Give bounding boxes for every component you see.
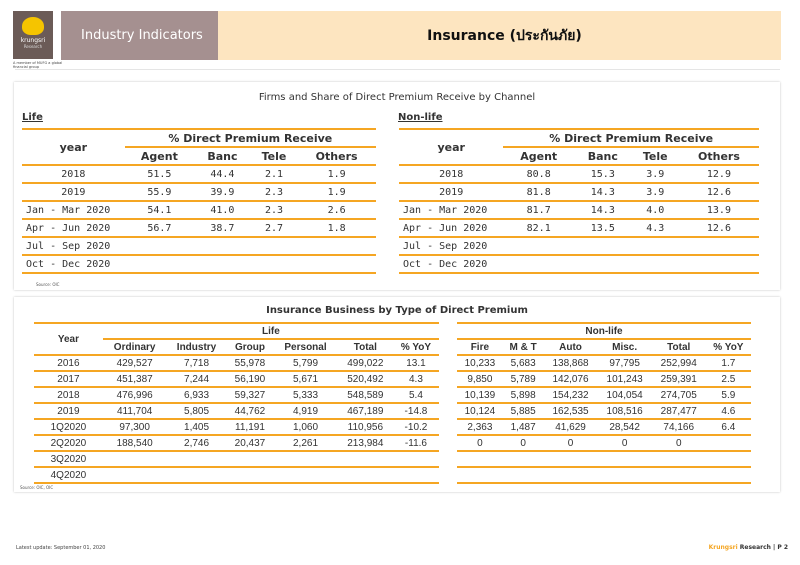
value-cell: 20,437 bbox=[227, 435, 274, 451]
value-cell: 1,060 bbox=[273, 419, 337, 435]
value-cell bbox=[503, 451, 544, 467]
value-cell bbox=[297, 255, 376, 273]
value-cell: 13.9 bbox=[679, 201, 759, 219]
value-cell: 520,492 bbox=[338, 371, 393, 387]
value-cell: 108,516 bbox=[598, 403, 652, 419]
value-cell: 5,333 bbox=[273, 387, 337, 403]
value-cell: 4.3 bbox=[393, 371, 439, 387]
value-cell: -11.6 bbox=[393, 435, 439, 451]
value-cell: 15.3 bbox=[574, 165, 632, 183]
column-header: Agent bbox=[503, 147, 574, 165]
value-cell: 55.9 bbox=[125, 183, 194, 201]
value-cell bbox=[503, 255, 574, 273]
value-cell: 287,477 bbox=[652, 403, 706, 419]
column-header: Group bbox=[227, 339, 274, 355]
value-cell bbox=[273, 467, 337, 483]
value-cell: -10.2 bbox=[393, 419, 439, 435]
value-cell: 13.5 bbox=[574, 219, 632, 237]
value-cell: 5.4 bbox=[393, 387, 439, 403]
value-cell bbox=[393, 467, 439, 483]
column-header: Total bbox=[652, 339, 706, 355]
column-header: Auto bbox=[543, 339, 597, 355]
header-row bbox=[399, 129, 759, 147]
year-cell: 4Q2020 bbox=[34, 467, 103, 483]
life-channel-table bbox=[22, 128, 376, 274]
year-header: year bbox=[22, 129, 125, 165]
value-cell: 142,076 bbox=[543, 371, 597, 387]
value-cell: 548,589 bbox=[338, 387, 393, 403]
life-group-header: Life bbox=[103, 323, 439, 339]
value-cell: 10,233 bbox=[457, 355, 503, 371]
value-cell: 6,933 bbox=[166, 387, 226, 403]
table-row bbox=[34, 371, 439, 387]
value-cell bbox=[125, 237, 194, 255]
value-cell: 467,189 bbox=[338, 403, 393, 419]
table-row bbox=[457, 435, 751, 451]
value-cell bbox=[166, 467, 226, 483]
value-cell: 82.1 bbox=[503, 219, 574, 237]
value-cell bbox=[574, 255, 632, 273]
logo-name: krungsri bbox=[20, 37, 46, 44]
year-cell: 2018 bbox=[22, 165, 125, 183]
table-row bbox=[399, 201, 759, 219]
table-row bbox=[22, 219, 376, 237]
value-cell: 41.0 bbox=[194, 201, 251, 219]
column-header: Total bbox=[338, 339, 393, 355]
column-header: Others bbox=[679, 147, 759, 165]
value-cell: 44,762 bbox=[227, 403, 274, 419]
value-cell: 54.1 bbox=[125, 201, 194, 219]
value-cell: 259,391 bbox=[652, 371, 706, 387]
value-cell: 28,542 bbox=[598, 419, 652, 435]
value-cell: 154,232 bbox=[543, 387, 597, 403]
value-cell: 5,805 bbox=[166, 403, 226, 419]
value-cell: 44.4 bbox=[194, 165, 251, 183]
value-cell: 476,996 bbox=[103, 387, 167, 403]
value-cell: 451,387 bbox=[103, 371, 167, 387]
life-label: Life bbox=[22, 112, 43, 123]
header-row bbox=[457, 323, 751, 339]
value-cell: 0 bbox=[598, 435, 652, 451]
value-cell: 252,994 bbox=[652, 355, 706, 371]
nonlife-group-header: Non-life bbox=[457, 323, 751, 339]
value-cell: 2.7 bbox=[251, 219, 297, 237]
value-cell: 188,540 bbox=[103, 435, 167, 451]
brand-rest: Research bbox=[737, 544, 771, 551]
brand-name: Krungsri bbox=[708, 544, 738, 551]
value-cell: 6.4 bbox=[706, 419, 751, 435]
value-cell: 38.7 bbox=[194, 219, 251, 237]
value-cell: 4.6 bbox=[706, 403, 751, 419]
value-cell bbox=[103, 451, 167, 467]
value-cell: 80.8 bbox=[503, 165, 574, 183]
value-cell: 0 bbox=[543, 435, 597, 451]
year-cell: 2019 bbox=[399, 183, 503, 201]
value-cell bbox=[598, 467, 652, 483]
table-row bbox=[34, 387, 439, 403]
value-cell: 97,300 bbox=[103, 419, 167, 435]
year-cell: 1Q2020 bbox=[34, 419, 103, 435]
column-header: % YoY bbox=[706, 339, 751, 355]
channel-panel bbox=[14, 82, 780, 290]
table-row bbox=[34, 467, 439, 483]
group-header: % Direct Premium Receive bbox=[125, 129, 376, 147]
value-cell: 5,799 bbox=[273, 355, 337, 371]
table-row bbox=[457, 355, 751, 371]
value-cell: 59,327 bbox=[227, 387, 274, 403]
value-cell bbox=[338, 467, 393, 483]
table-row bbox=[22, 237, 376, 255]
value-cell: 5,898 bbox=[503, 387, 544, 403]
value-cell: 4,919 bbox=[273, 403, 337, 419]
value-cell: 1.9 bbox=[297, 183, 376, 201]
column-header: Fire bbox=[457, 339, 503, 355]
value-cell: 56.7 bbox=[125, 219, 194, 237]
value-cell bbox=[194, 237, 251, 255]
table-row bbox=[22, 183, 376, 201]
value-cell: -14.8 bbox=[393, 403, 439, 419]
value-cell: 274,705 bbox=[652, 387, 706, 403]
value-cell bbox=[543, 467, 597, 483]
value-cell: 2.3 bbox=[251, 183, 297, 201]
business-title: Insurance Business by Type of Direct Premium bbox=[266, 305, 528, 316]
year-cell: Apr - Jun 2020 bbox=[399, 219, 503, 237]
year-cell: 2017 bbox=[34, 371, 103, 387]
value-cell bbox=[251, 255, 297, 273]
value-cell: 81.8 bbox=[503, 183, 574, 201]
value-cell: 14.3 bbox=[574, 201, 632, 219]
table-row bbox=[457, 419, 751, 435]
page-number: | P 2 bbox=[770, 544, 788, 551]
year-header: year bbox=[399, 129, 503, 165]
value-cell: 7,718 bbox=[166, 355, 226, 371]
year-cell: 3Q2020 bbox=[34, 451, 103, 467]
column-header: Others bbox=[297, 147, 376, 165]
value-cell bbox=[652, 451, 706, 467]
column-header: Industry bbox=[166, 339, 226, 355]
table-row bbox=[34, 419, 439, 435]
value-cell: 5,885 bbox=[503, 403, 544, 419]
year-header: Year bbox=[34, 323, 103, 355]
year-cell: Jul - Sep 2020 bbox=[22, 237, 125, 255]
value-cell bbox=[125, 255, 194, 273]
group-header: % Direct Premium Receive bbox=[503, 129, 759, 147]
column-header: Agent bbox=[125, 147, 194, 165]
value-cell: 5,683 bbox=[503, 355, 544, 371]
column-header: Tele bbox=[632, 147, 679, 165]
logo-tagline: A member of MUFG a global financial group bbox=[13, 61, 63, 69]
value-cell: 0 bbox=[652, 435, 706, 451]
table-row bbox=[399, 219, 759, 237]
value-cell: 2.3 bbox=[251, 201, 297, 219]
column-header: M & T bbox=[503, 339, 544, 355]
year-cell: 2018 bbox=[34, 387, 103, 403]
value-cell: 138,868 bbox=[543, 355, 597, 371]
value-cell bbox=[273, 451, 337, 467]
year-cell: Jan - Mar 2020 bbox=[399, 201, 503, 219]
value-cell bbox=[227, 451, 274, 467]
value-cell: 74,166 bbox=[652, 419, 706, 435]
value-cell: 3.9 bbox=[632, 183, 679, 201]
value-cell bbox=[598, 451, 652, 467]
value-cell: 101,243 bbox=[598, 371, 652, 387]
value-cell bbox=[194, 255, 251, 273]
value-cell: 55,978 bbox=[227, 355, 274, 371]
table-row bbox=[399, 183, 759, 201]
value-cell: 11,191 bbox=[227, 419, 274, 435]
value-cell bbox=[706, 467, 751, 483]
year-cell: 2019 bbox=[34, 403, 103, 419]
column-header: Tele bbox=[251, 147, 297, 165]
value-cell: 2,261 bbox=[273, 435, 337, 451]
channel-title: Firms and Share of Direct Premium Receive by Channel bbox=[258, 92, 536, 103]
table-row bbox=[457, 371, 751, 387]
value-cell: 10,139 bbox=[457, 387, 503, 403]
value-cell: 7,244 bbox=[166, 371, 226, 387]
value-cell bbox=[503, 467, 544, 483]
value-cell: 1,405 bbox=[166, 419, 226, 435]
table-row bbox=[34, 435, 439, 451]
value-cell: 2.6 bbox=[297, 201, 376, 219]
channel-source: Source: OIC bbox=[36, 282, 60, 287]
value-cell: 1.8 bbox=[297, 219, 376, 237]
value-cell: 12.6 bbox=[679, 183, 759, 201]
column-header: Banc bbox=[574, 147, 632, 165]
value-cell: 5.9 bbox=[706, 387, 751, 403]
value-cell: 12.9 bbox=[679, 165, 759, 183]
year-cell: 2019 bbox=[22, 183, 125, 201]
table-row bbox=[34, 451, 439, 467]
table-row bbox=[457, 403, 751, 419]
value-cell: 0 bbox=[457, 435, 503, 451]
value-cell: 14.3 bbox=[574, 183, 632, 201]
nonlife-label: Non-life bbox=[398, 112, 443, 123]
value-cell bbox=[103, 467, 167, 483]
column-header: Ordinary bbox=[103, 339, 167, 355]
last-updated: Latest update: September 01, 2020 bbox=[16, 545, 106, 551]
logo-sub: Research bbox=[23, 44, 43, 49]
value-cell: 2.1 bbox=[251, 165, 297, 183]
footer-brand bbox=[709, 544, 788, 551]
year-cell: 2Q2020 bbox=[34, 435, 103, 451]
year-cell: 2018 bbox=[399, 165, 503, 183]
year-cell: Oct - Dec 2020 bbox=[399, 255, 503, 273]
value-cell bbox=[574, 237, 632, 255]
value-cell bbox=[632, 237, 679, 255]
value-cell bbox=[251, 237, 297, 255]
table-row bbox=[22, 255, 376, 273]
value-cell: 1.9 bbox=[297, 165, 376, 183]
table-row bbox=[399, 237, 759, 255]
column-header: Personal bbox=[273, 339, 337, 355]
value-cell bbox=[706, 451, 751, 467]
table-row bbox=[457, 467, 751, 483]
year-cell: Apr - Jun 2020 bbox=[22, 219, 125, 237]
value-cell bbox=[338, 451, 393, 467]
value-cell: 10,124 bbox=[457, 403, 503, 419]
value-cell bbox=[393, 451, 439, 467]
table-row bbox=[399, 165, 759, 183]
year-cell: Oct - Dec 2020 bbox=[22, 255, 125, 273]
year-cell: Jan - Mar 2020 bbox=[22, 201, 125, 219]
value-cell: 5,789 bbox=[503, 371, 544, 387]
value-cell bbox=[652, 467, 706, 483]
value-cell bbox=[227, 467, 274, 483]
column-row bbox=[457, 339, 751, 355]
krungsri-logo bbox=[13, 11, 53, 59]
table-row bbox=[457, 387, 751, 403]
value-cell: 1,487 bbox=[503, 419, 544, 435]
value-cell bbox=[679, 255, 759, 273]
column-header: % YoY bbox=[393, 339, 439, 355]
table-row bbox=[399, 255, 759, 273]
value-cell: 104,054 bbox=[598, 387, 652, 403]
section-title: Industry Indicators bbox=[81, 28, 203, 43]
value-cell: 3.9 bbox=[632, 165, 679, 183]
table-row bbox=[22, 165, 376, 183]
value-cell: 12.6 bbox=[679, 219, 759, 237]
table-row bbox=[22, 201, 376, 219]
value-cell: 213,984 bbox=[338, 435, 393, 451]
section-header bbox=[61, 11, 218, 60]
value-cell: 56,190 bbox=[227, 371, 274, 387]
value-cell: 2,746 bbox=[166, 435, 226, 451]
value-cell: 13.1 bbox=[393, 355, 439, 371]
value-cell: 9,850 bbox=[457, 371, 503, 387]
value-cell bbox=[503, 237, 574, 255]
table-row bbox=[457, 451, 751, 467]
value-cell bbox=[706, 435, 751, 451]
value-cell bbox=[679, 237, 759, 255]
value-cell: 2,363 bbox=[457, 419, 503, 435]
value-cell: 2.5 bbox=[706, 371, 751, 387]
value-cell bbox=[457, 467, 503, 483]
header-row bbox=[34, 323, 439, 339]
value-cell: 97,795 bbox=[598, 355, 652, 371]
value-cell: 429,527 bbox=[103, 355, 167, 371]
value-cell: 51.5 bbox=[125, 165, 194, 183]
value-cell: 499,022 bbox=[338, 355, 393, 371]
value-cell: 1.7 bbox=[706, 355, 751, 371]
table-row bbox=[34, 355, 439, 371]
business-source: Source: OIC, OIC bbox=[20, 485, 54, 490]
page-title: Insurance (ประกันภัย) bbox=[427, 27, 582, 44]
value-cell: 4.0 bbox=[632, 201, 679, 219]
year-cell: Jul - Sep 2020 bbox=[399, 237, 503, 255]
value-cell: 41,629 bbox=[543, 419, 597, 435]
value-cell: 5,671 bbox=[273, 371, 337, 387]
value-cell: 39.9 bbox=[194, 183, 251, 201]
page-header bbox=[218, 11, 781, 60]
logo-mark-icon bbox=[22, 17, 44, 35]
value-cell: 0 bbox=[503, 435, 544, 451]
column-header: Banc bbox=[194, 147, 251, 165]
nonlife-business-table bbox=[457, 322, 751, 484]
value-cell bbox=[297, 237, 376, 255]
value-cell bbox=[166, 451, 226, 467]
nonlife-channel-table bbox=[399, 128, 759, 274]
header-row bbox=[22, 129, 376, 147]
value-cell: 4.3 bbox=[632, 219, 679, 237]
value-cell: 110,956 bbox=[338, 419, 393, 435]
value-cell: 81.7 bbox=[503, 201, 574, 219]
value-cell: 411,704 bbox=[103, 403, 167, 419]
year-cell: 2016 bbox=[34, 355, 103, 371]
value-cell bbox=[457, 451, 503, 467]
column-header: Misc. bbox=[598, 339, 652, 355]
header-divider bbox=[15, 69, 780, 70]
business-panel bbox=[14, 297, 780, 492]
value-cell bbox=[632, 255, 679, 273]
table-row bbox=[34, 403, 439, 419]
value-cell: 162,535 bbox=[543, 403, 597, 419]
value-cell bbox=[543, 451, 597, 467]
life-business-table bbox=[34, 322, 439, 484]
